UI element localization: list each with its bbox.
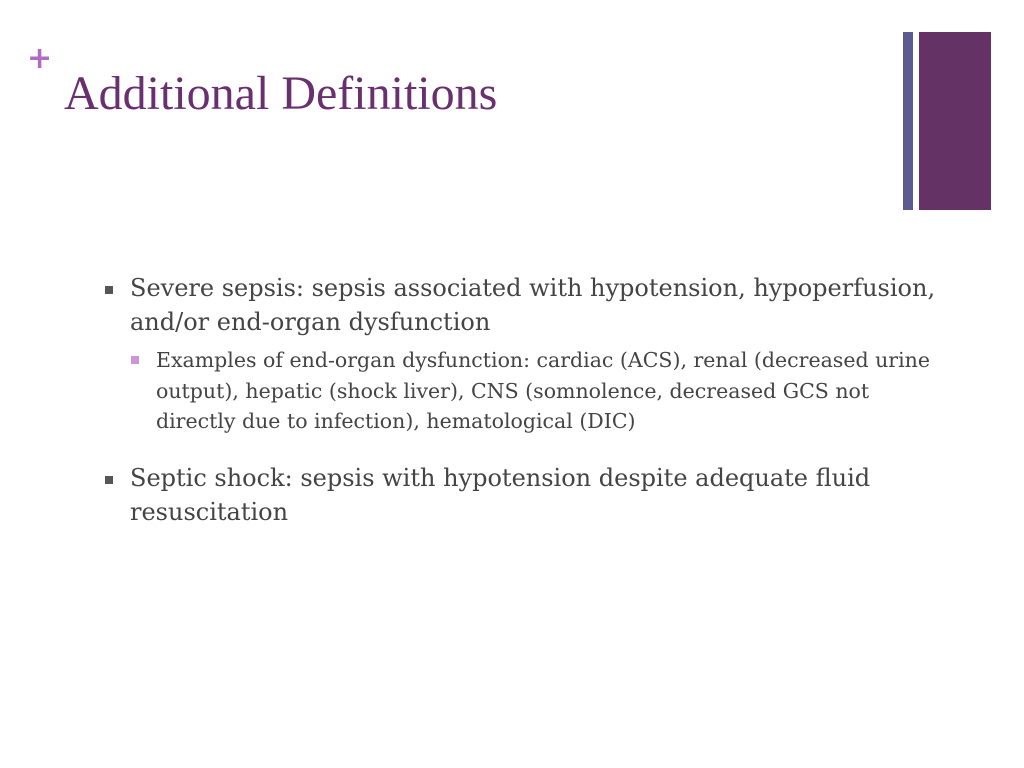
square-sub-bullet-icon xyxy=(131,356,139,364)
bullet-spacer xyxy=(105,437,950,461)
bullet-text: Septic shock: sepsis with hypotension despite adequate fluid resuscitation xyxy=(130,463,871,526)
bullet-septic-shock xyxy=(105,461,950,529)
square-bullet-icon xyxy=(105,476,113,484)
square-bullet-icon xyxy=(105,286,113,294)
plus-mark-icon: + xyxy=(27,41,53,76)
sub-bullet-text: Examples of end-organ dysfunction: cardiac (ACS), renal (decreased urine output), hepatic (shock liver), CNS (somnolence, decreased GCS not directly due to infection), hematological (DIC) xyxy=(156,348,930,433)
sub-bullet-end-organ-examples xyxy=(131,345,950,437)
accent-bar-thick xyxy=(919,32,991,210)
slide-content xyxy=(105,271,950,529)
bullet-severe-sepsis xyxy=(105,271,950,339)
bullet-text: Severe sepsis: sepsis associated with hypotension, hypoperfusion, and/or end-organ dysfunction xyxy=(130,274,936,336)
slide-title: Additional Definitions xyxy=(64,67,498,120)
accent-bar-thin xyxy=(903,32,913,210)
